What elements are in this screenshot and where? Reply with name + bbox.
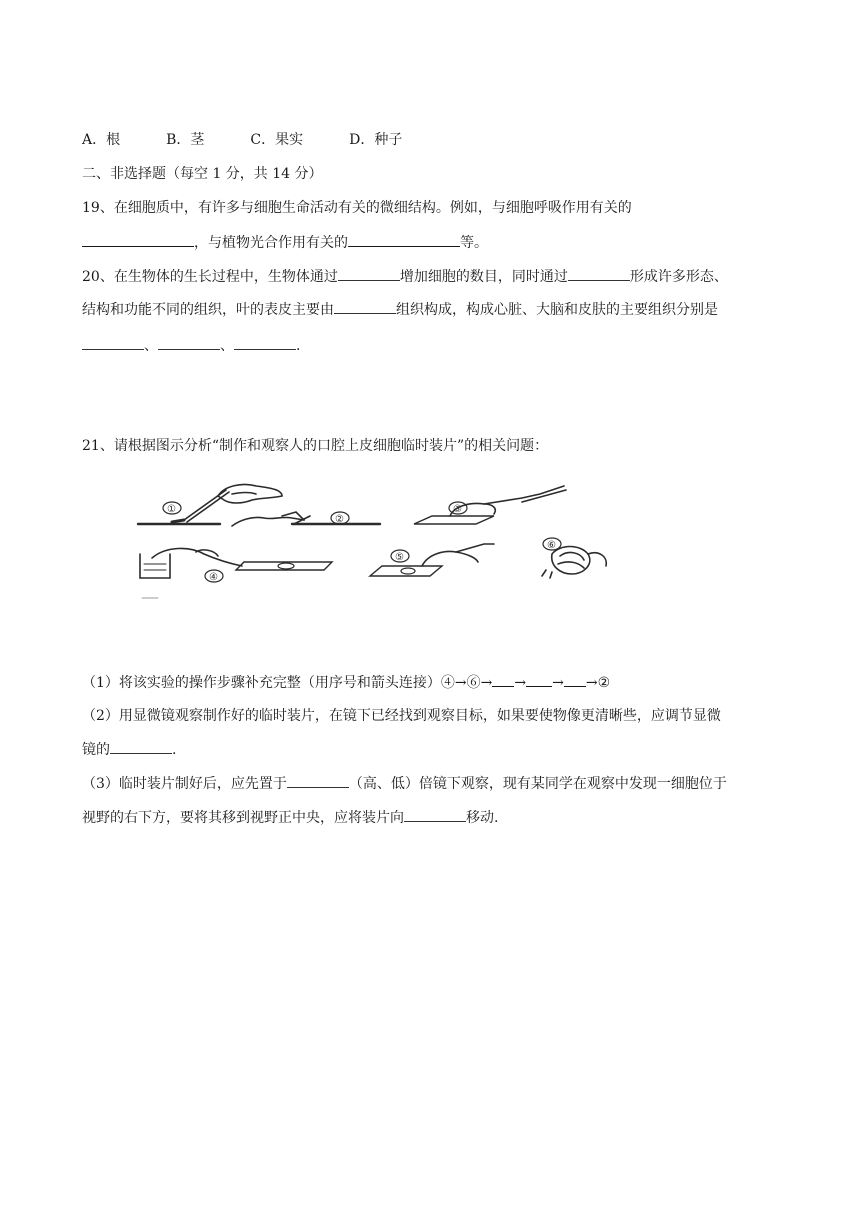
- q20-text-d: 结构和功能不同的组织，叶的表皮主要由: [82, 302, 334, 318]
- q20-blank-6[interactable]: [234, 336, 296, 350]
- q21-part-2-text: 镜的: [82, 742, 110, 758]
- q21-part-3-text-a: （3）临时装片制好后，应先置于: [82, 776, 287, 792]
- step-5-label: ⑤: [395, 552, 404, 563]
- q20-sep-1: 、: [144, 338, 158, 354]
- step-3-label: ③: [453, 504, 462, 515]
- step-4-illustration: [140, 548, 332, 583]
- section-2-heading: 二、非选择题（每空 1 分，共 14 分）: [82, 166, 323, 182]
- q21-title: 21、请根据图示分析“制作和观察人的口腔上皮细胞临时装片”的相关问题：: [82, 438, 549, 454]
- option-a: A．根: [82, 132, 121, 148]
- q21-part-1-end: →②: [585, 675, 611, 691]
- q21-arrow-1: →: [514, 675, 527, 691]
- step-1-label: ①: [167, 504, 176, 515]
- step-5-illustration: [370, 544, 494, 576]
- option-d: D．种子: [349, 132, 403, 148]
- q20-blank-3[interactable]: [334, 300, 396, 314]
- q20-blank-4[interactable]: [82, 336, 144, 350]
- q19-end-text: 等。: [460, 235, 488, 251]
- step-6-illustration: [542, 538, 606, 578]
- q21-part-1: [82, 672, 610, 693]
- q20-text-b: 增加细胞的数目，同时通过: [399, 269, 568, 285]
- q19-blank-1[interactable]: [82, 232, 194, 247]
- q21-part-2-end: .: [172, 742, 177, 758]
- q19-blank-2[interactable]: [348, 232, 460, 247]
- q21-part-2-line-2: [82, 740, 176, 760]
- option-b: B．茎: [166, 132, 205, 148]
- q21-part-3-end: 移动.: [466, 810, 499, 826]
- q21-part-2-line-1: （2）用显微镜观察制作好的临时装片，在镜下已经找到观察目标，如果要使物像更清晰些，应调节显微: [82, 708, 721, 724]
- q21-part-3-line-2: [82, 808, 498, 828]
- q20-blank-1[interactable]: [338, 267, 400, 281]
- q21-blank-4[interactable]: [110, 740, 172, 754]
- q20-blank-5[interactable]: [158, 336, 220, 350]
- step-6-label: ⑥: [547, 540, 556, 551]
- q21-arrow-2: →: [552, 675, 564, 691]
- slide-preparation-figure: [132, 474, 632, 604]
- step-4-label: ④: [209, 572, 218, 583]
- option-c: C．果实: [250, 132, 304, 148]
- q20-text-c: 形成许多形态、: [629, 269, 728, 285]
- q20-line-1: [82, 267, 728, 287]
- q21-blank-3[interactable]: [564, 672, 586, 687]
- q19-mid-text: ，与植物光合作用有关的: [194, 235, 348, 251]
- q21-blank-2[interactable]: [526, 672, 552, 687]
- q18-options: [82, 130, 402, 150]
- step-2-label: ②: [335, 514, 344, 525]
- q20-text-a: 20、在生物体的生长过程中，生物体通过: [82, 269, 338, 285]
- q21-blank-5[interactable]: [287, 774, 349, 788]
- q20-line-2: [82, 300, 718, 320]
- q21-blank-6[interactable]: [404, 808, 466, 822]
- q21-part-3-text-b: （高、低）倍镜下观察，现有某同学在观察中发现一细胞位于: [348, 776, 727, 792]
- q20-sep-2: 、: [220, 338, 234, 354]
- q20-line-3: [82, 336, 300, 356]
- q21-part-1-text: （1）将该实验的操作步骤补充完整（用序号和箭头连接）④→⑥→: [82, 675, 493, 691]
- q20-end: .: [296, 338, 301, 354]
- q20-blank-2[interactable]: [568, 267, 630, 281]
- step-3-illustration: [414, 486, 566, 524]
- q19-line-1: 19、在细胞质中，有许多与细胞生命活动有关的微细结构。例如，与细胞呼吸作用有关的: [82, 200, 632, 216]
- q21-blank-1[interactable]: [492, 672, 514, 687]
- q21-part-3-line-1: [82, 774, 727, 794]
- q21-part-3-text-c: 视野的右下方，要将其移到视野正中央，应将装片向: [82, 810, 404, 826]
- q19-line-2: [82, 232, 488, 253]
- q20-text-e: 组织构成，构成心脏、大脑和皮肤的主要组织分别是: [396, 302, 718, 318]
- step-2-illustration: [232, 512, 380, 526]
